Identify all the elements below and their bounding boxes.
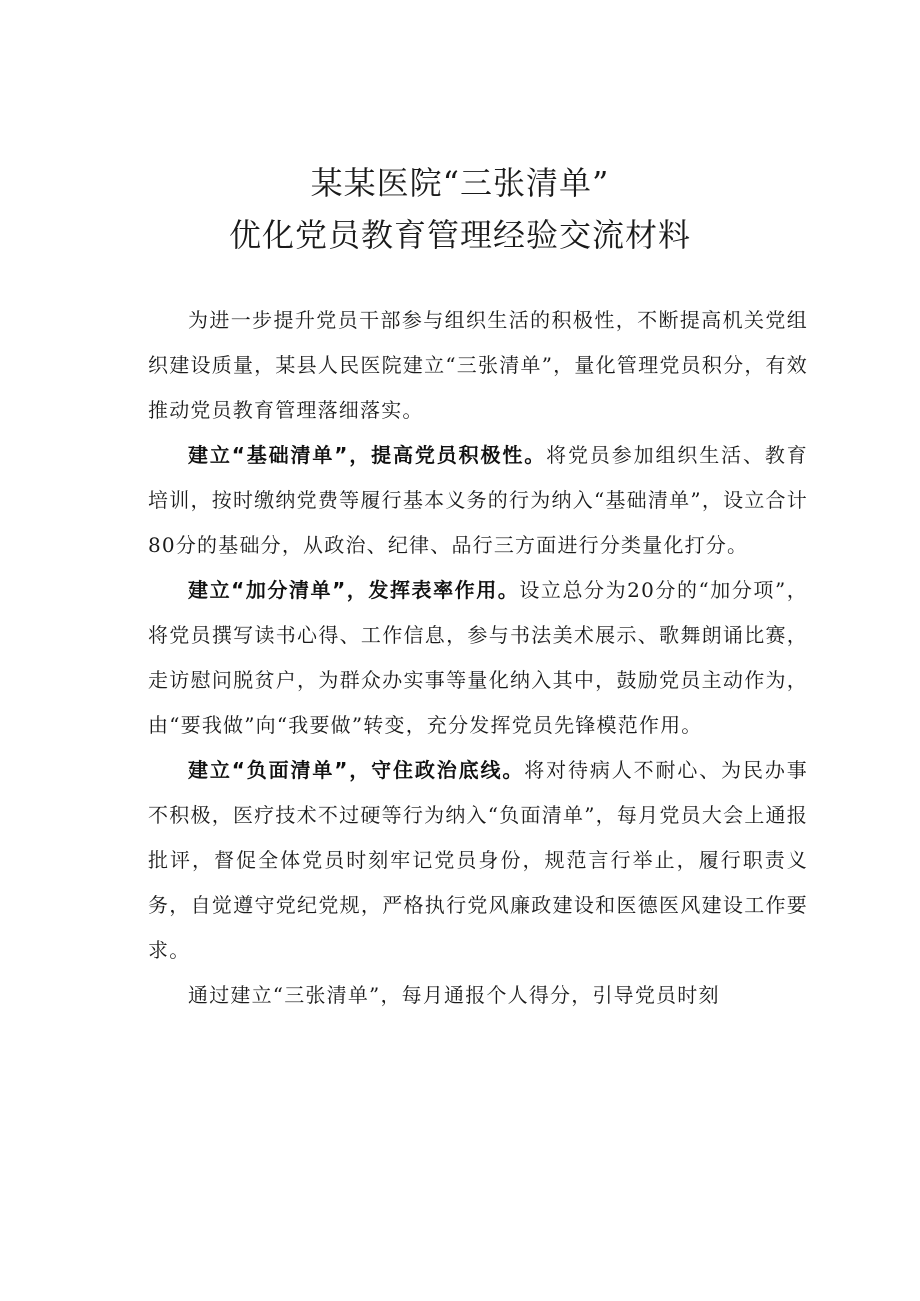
paragraph-negative-list (148, 748, 808, 973)
paragraph-bonus-list-text: 设立总分为20分的“加分项”，将党员撰写读书心得、工作信息，参与书法美术展示、歌舞朗诵比赛，走访慰问脱贫户，为群众办实事等量化纳入其中，鼓励党员主动作为，由“要我做”向“我要做”转变，充分发挥党员先锋模范作用。 (148, 578, 808, 737)
paragraph-basic-list-heading: 建立“基础清单”，提高党员积极性。 (188, 443, 547, 467)
paragraph-intro (148, 298, 808, 433)
paragraph-negative-list-heading: 建立“负面清单”，守住政治底线。 (188, 758, 525, 782)
paragraph-conclusion-text: 通过建立“三张清单”，每月通报个人得分，引导党员时刻 (188, 983, 720, 1007)
paragraph-basic-list-text: 将党员参加组织生活、教育培训，按时缴纳党费等履行基本义务的行为纳入“基础清单”，设立合计80分的基础分，从政治、纪律、品行三方面进行分类量化打分。 (148, 443, 808, 557)
paragraph-basic-list (148, 433, 808, 568)
paragraph-intro-text: 为进一步提升党员干部参与组织生活的积极性，不断提高机关党组织建设质量，某县人民医院建立“三张清单”，量化管理党员积分，有效推动党员教育管理落细落实。 (148, 308, 808, 422)
document-title-line-2: 优化党员教育管理经验交流材料 (228, 216, 691, 254)
paragraph-bonus-list (148, 568, 808, 748)
paragraph-bonus-list-heading: 建立“加分清单”，发挥表率作用。 (188, 578, 520, 602)
document-body (148, 298, 808, 1018)
paragraph-negative-list-text: 将对待病人不耐心、为民办事不积极，医疗技术不过硬等行为纳入“负面清单”，每月党员大会上通报批评，督促全体党员时刻牢记党员身份，规范言行举止，履行职责义务，自觉遵守党纪党规，严格执行党风廉政建设和医德医风建设工作要求。 (148, 758, 808, 962)
paragraph-conclusion (148, 973, 808, 1018)
document-title-line-1: 某某医院“三张清单” (310, 164, 610, 202)
